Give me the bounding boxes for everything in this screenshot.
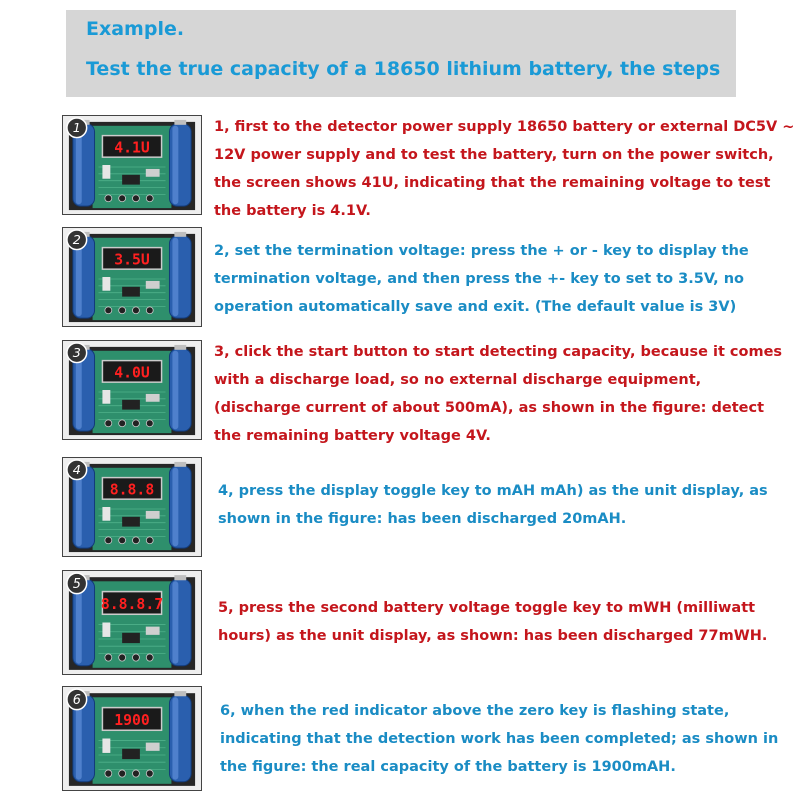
step-4-text	[218, 477, 778, 533]
step-5-image	[62, 570, 202, 675]
step-number-badge	[67, 460, 87, 480]
step-6-line-3: the figure: the real capacity of the battery is 1900mAH.	[220, 759, 676, 775]
right-battery-icon	[169, 232, 191, 318]
step-number-badge	[67, 689, 87, 710]
step-4-image	[62, 457, 202, 557]
step-5-line-2: hours) as the unit display, as shown: has been discharged 77mWH.	[218, 628, 768, 644]
step-number-badge	[67, 573, 87, 594]
svg-text:2: 2	[72, 233, 81, 249]
device-photo	[63, 687, 201, 790]
step-number-badge	[67, 118, 87, 138]
step-3-line-3: (discharge current of about 500mA), as shown in the figure: detect	[214, 400, 765, 416]
led-display-value: 4.0U	[114, 364, 150, 382]
page-subtitle: Test the true capacity of a 18650 lithium battery, the steps	[86, 58, 721, 80]
device-key-icon	[105, 654, 112, 661]
device-key-icon	[105, 195, 112, 202]
led-display-value: 4.1U	[114, 139, 150, 157]
svg-text:6: 6	[72, 692, 81, 709]
device-photo	[63, 571, 201, 674]
step-3-line-4: the remaining battery voltage 4V.	[214, 428, 491, 444]
step-2-line-1: 2, set the termination voltage: press the + or - key to display the	[214, 243, 749, 259]
step-1-line-1: 1, first to the detector power supply 18650 battery or external DC5V ~	[214, 119, 795, 135]
step-2-image	[62, 227, 202, 327]
device-key-icon	[146, 307, 153, 314]
right-battery-icon	[169, 575, 191, 666]
right-battery-icon	[169, 345, 191, 431]
step-1-line-4: the battery is 4.1V.	[214, 203, 371, 219]
step-1-text	[214, 113, 795, 225]
step-6-line-1: 6, when the red indicator above the zero key is flashing state,	[220, 703, 730, 719]
device-photo	[63, 228, 201, 326]
device-key-icon	[105, 420, 112, 427]
svg-text:1: 1	[72, 121, 81, 137]
right-battery-icon	[169, 462, 191, 548]
step-1-line-2: 12V power supply and to test the battery, turn on the power switch,	[214, 147, 774, 163]
device-key-icon	[146, 420, 153, 427]
header-banner	[66, 10, 736, 97]
step-5-line-1: 5, press the second battery voltage toggle key to mWH (milliwatt	[218, 600, 756, 616]
step-6-line-2: indicating that the detection work has been completed; as shown in	[220, 731, 779, 747]
device-key-icon	[132, 307, 139, 314]
step-3-line-2: with a discharge load, so no external discharge equipment,	[214, 372, 702, 388]
step-1-image	[62, 115, 202, 215]
device-key-icon	[146, 654, 153, 661]
led-display-value: 1900	[114, 710, 150, 730]
right-battery-icon	[169, 691, 191, 782]
device-key-icon	[119, 537, 126, 544]
device-key-icon	[105, 537, 112, 544]
step-4-line-2: shown in the figure: has been discharged 20mAH.	[218, 511, 627, 527]
device-key-icon	[132, 654, 139, 661]
device-key-icon	[146, 770, 153, 777]
step-2-text	[214, 237, 774, 321]
led-display-value: 8.8.8.7	[100, 594, 164, 614]
device-key-icon	[132, 537, 139, 544]
step-3-image	[62, 340, 202, 440]
device-photo	[63, 458, 201, 556]
device-key-icon	[119, 195, 126, 202]
device-key-icon	[119, 654, 126, 661]
device-key-icon	[105, 307, 112, 314]
device-key-icon	[146, 195, 153, 202]
right-battery-icon	[169, 120, 191, 206]
step-6-text	[220, 697, 780, 781]
device-photo	[63, 341, 201, 439]
page-title: Example.	[86, 18, 185, 40]
device-key-icon	[105, 770, 112, 777]
step-2-line-3: operation automatically save and exit. (The default value is 3V)	[214, 299, 737, 315]
svg-text:4: 4	[72, 463, 81, 479]
device-key-icon	[132, 770, 139, 777]
device-key-icon	[119, 307, 126, 314]
device-key-icon	[119, 770, 126, 777]
step-3-text	[214, 338, 783, 450]
step-3-line-1: 3, click the start button to start detecting capacity, because it comes	[214, 344, 783, 360]
step-2-line-2: termination voltage, and then press the +- key to set to 3.5V, no	[214, 271, 745, 287]
device-photo	[63, 116, 201, 214]
device-key-icon	[146, 537, 153, 544]
led-display-value: 8.8.8	[109, 481, 155, 499]
device-key-icon	[119, 420, 126, 427]
step-6-image	[62, 686, 202, 791]
device-key-icon	[132, 195, 139, 202]
step-number-badge	[67, 230, 87, 250]
svg-text:5: 5	[72, 576, 81, 593]
step-4-line-1: 4, press the display toggle key to mAH mAh) as the unit display, as	[218, 483, 768, 499]
step-number-badge	[67, 343, 87, 363]
svg-text:3: 3	[72, 346, 81, 362]
device-key-icon	[132, 420, 139, 427]
led-display-value: 3.5U	[114, 251, 150, 269]
step-5-text	[218, 594, 778, 650]
step-1-line-3: the screen shows 41U, indicating that the remaining voltage to test	[214, 175, 771, 191]
